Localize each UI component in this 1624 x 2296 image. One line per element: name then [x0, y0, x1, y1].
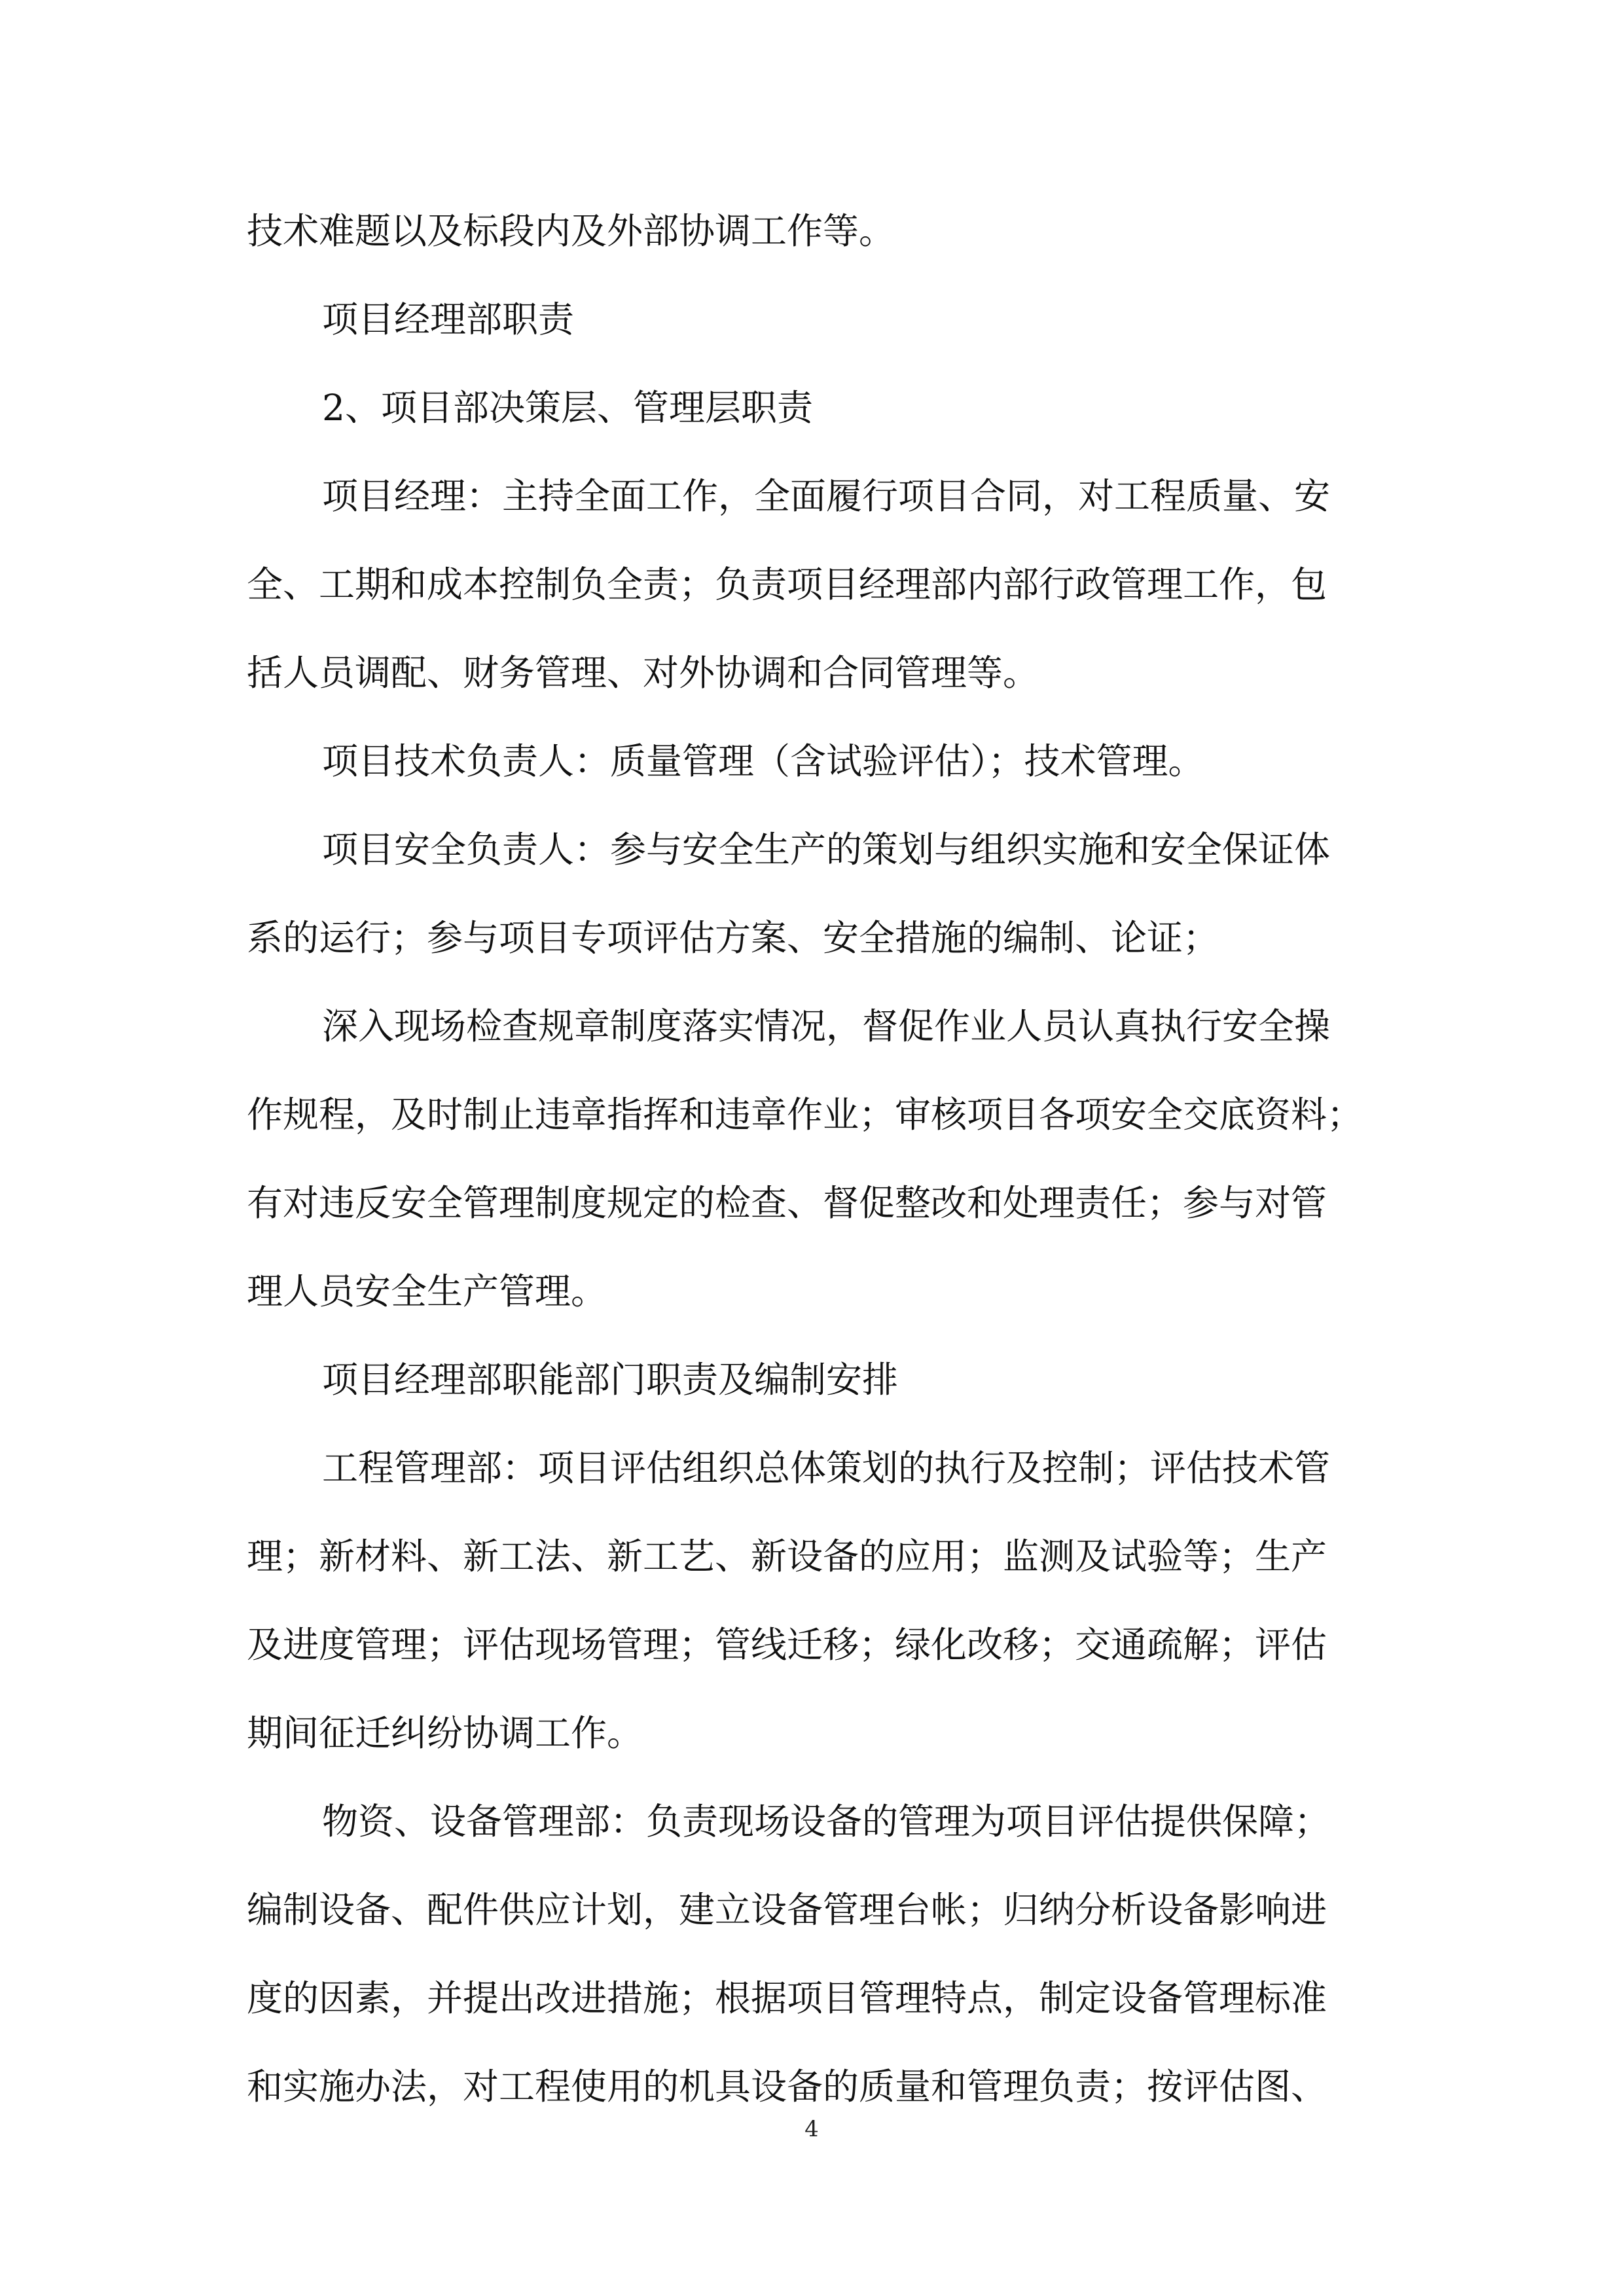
paragraph-line: 和实施办法，对工程使用的机具设备的质量和管理负责；按评估图、 [247, 2066, 1327, 2108]
paragraph-line: 括人员调配、财务管理、对外协调和合同管理等。 [247, 652, 1039, 694]
paragraph-line: 项目技术负责人：质量管理（含试验评估）；技术管理。 [322, 740, 1204, 782]
section-heading: 项目经理部职能部门职责及编制安排 [322, 1359, 899, 1401]
paragraph-line: 物资、设备管理部：负责现场设备的管理为项目评估提供保障； [322, 1801, 1331, 1842]
paragraph-line: 工程管理部：项目评估组织总体策划的执行及控制；评估技术管 [322, 1447, 1331, 1489]
paragraph-line: 有对违反安全管理制度规定的检查、督促整改和处理责任；参与对管 [247, 1182, 1327, 1224]
paragraph-line: 项目经理：主持全面工作，全面履行项目合同，对工程质量、安 [322, 475, 1331, 517]
paragraph-line: 深入现场检查规章制度落实情况，督促作业人员认真执行安全操 [322, 1005, 1331, 1047]
paragraph-line: 作规程，及时制止违章指挥和违章作业；审核项目各项安全交底资料； [247, 1094, 1363, 1136]
paragraph-line: 理人员安全生产管理。 [247, 1270, 607, 1312]
page-number: 4 [804, 2116, 819, 2142]
paragraph-line: 项目安全负责人：参与安全生产的策划与组织实施和安全保证体 [322, 829, 1331, 870]
text-line: 技术难题以及标段内及外部协调工作等。 [247, 210, 895, 252]
section-heading: 项目经理部职责 [322, 298, 575, 340]
paragraph-line: 全、工期和成本控制负全责；负责项目经理部内部行政管理工作，包 [247, 564, 1327, 605]
paragraph-line: 理；新材料、新工法、新工艺、新设备的应用；监测及试验等；生产 [247, 1535, 1327, 1577]
paragraph-line: 度的因素，并提出改进措施；根据项目管理特点，制定设备管理标准 [247, 1977, 1327, 2019]
paragraph-line: 期间征迁纠纷协调工作。 [247, 1712, 643, 1754]
paragraph-line: 及进度管理；评估现场管理；管线迁移；绿化改移；交通疏解；评估 [247, 1624, 1327, 1666]
paragraph-line: 编制设备、配件供应计划，建立设备管理台帐；归纳分析设备影响进 [247, 1889, 1327, 1931]
section-heading: 2、项目部决策层、管理层职责 [322, 387, 813, 429]
paragraph-line: 系的运行；参与项目专项评估方案、安全措施的编制、论证； [247, 917, 1219, 959]
